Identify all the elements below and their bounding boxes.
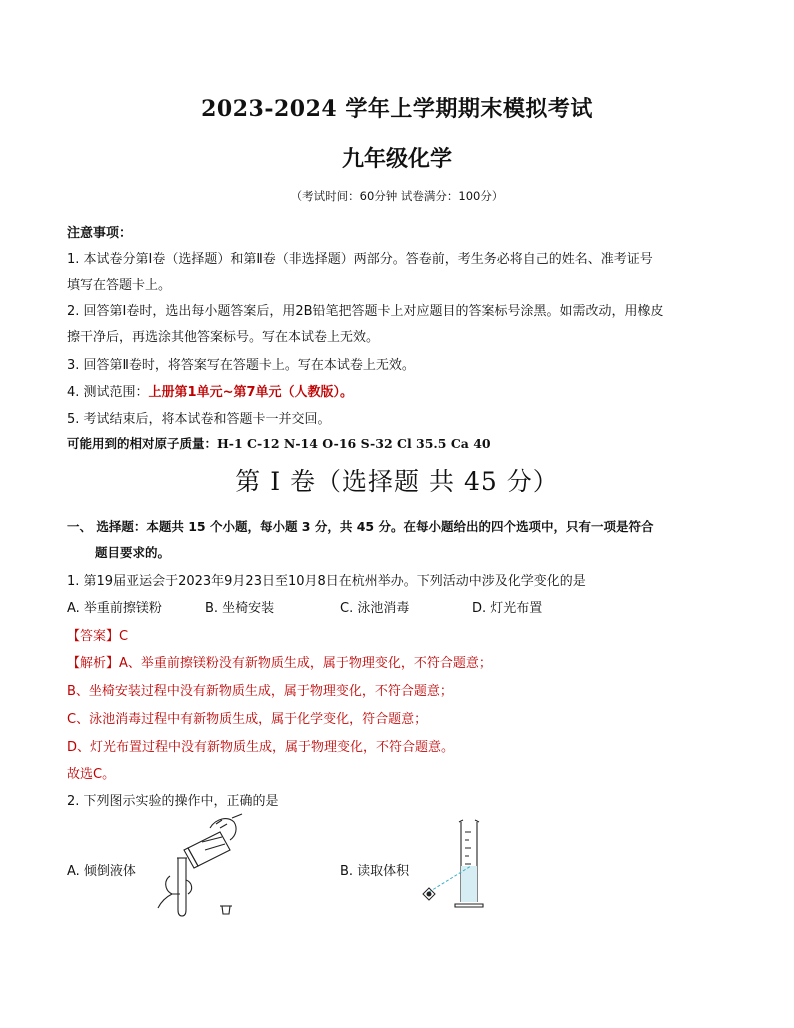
exam-title: 2023-2024 学年上学期期末模拟考试 [201,96,593,122]
note-1b: 填写在答题卡上。 [67,278,172,293]
pouring-liquid-illustration [150,810,245,920]
q1-analysis-c: C、泳池消毒过程中有新物质生成，属于化学变化，符合题意； [67,712,428,727]
note-3: 3. 回答第Ⅱ卷时，将答案写在答题卡上。写在本试卷上无效。 [67,358,415,373]
q1-option-b: B. 坐椅安装 [205,601,275,616]
answer-value: C [119,629,129,644]
answer-label: 【答案】 [67,629,120,644]
analysis-line-a: A、举重前擦镁粉没有新物质生成，属于物理变化，不符合题意； [119,656,492,671]
q1-analysis-a [67,652,492,671]
q2-option-b: B. 读取体积 [340,864,410,879]
atomic-masses: 可能用到的相对原子质量：H-1 C-12 N-14 O-16 S-32 Cl 35.5 Ca 40 [67,436,491,451]
q1-option-a: A. 举重前擦镁粉 [67,601,162,616]
q1-option-c: C. 泳池消毒 [340,601,410,616]
exam-meta: （考试时间：60分钟 试卷满分：100分） [290,189,504,203]
q1-analysis-d: D、灯光布置过程中没有新物质生成，属于物理变化，不符合题意。 [67,740,455,755]
analysis-label: 【解析】 [67,656,120,671]
notes-heading: 注意事项： [67,226,133,241]
note-2b: 擦干净后，再选涂其他答案标号。写在本试卷上无效。 [67,330,380,345]
section-intro-b: 题目要求的。 [95,545,171,560]
q1-stem: 1. 第19届亚运会于2023年9月23日至10月8日在杭州举办。下列活动中涉及化学变化的是 [67,574,586,589]
q1-answer [67,625,128,644]
section-intro-a: 一、 选择题：本题共 15 个小题，每小题 3 分，共 45 分。在每小题给出的四个选项中，只有一项是符合 [67,519,654,534]
note-5: 5. 考试结束后，将本试卷和答题卡一并交回。 [67,412,331,427]
q1-conclusion: 故选C。 [67,767,116,782]
reading-volume-illustration [415,818,495,910]
note-1a: 1. 本试卷分第Ⅰ卷（选择题）和第Ⅱ卷（非选择题）两部分。答卷前，考生务必将自己的姓名、准考证号 [67,252,653,267]
note-2a: 2. 回答第Ⅰ卷时，选出每小题答案后，用2B铅笔把答题卡上对应题目的答案标号涂黑。如需改动，用橡皮 [67,304,664,319]
note-4-prefix: 4. 测试范围： [67,385,149,400]
section-title: 第 I 卷（选择题 共 45 分） [235,467,559,496]
q1-option-d: D. 灯光布置 [472,601,543,616]
q1-analysis-b: B、坐椅安装过程中没有新物质生成，属于物理变化，不符合题意； [67,684,453,699]
q2-stem: 2. 下列图示实验的操作中，正确的是 [67,794,279,809]
q2-option-a: A. 倾倒液体 [67,864,136,879]
note-4 [67,381,353,400]
test-scope: 上册第1单元~第7单元（人教版）。 [148,385,354,400]
subject-title: 九年级化学 [341,146,452,172]
